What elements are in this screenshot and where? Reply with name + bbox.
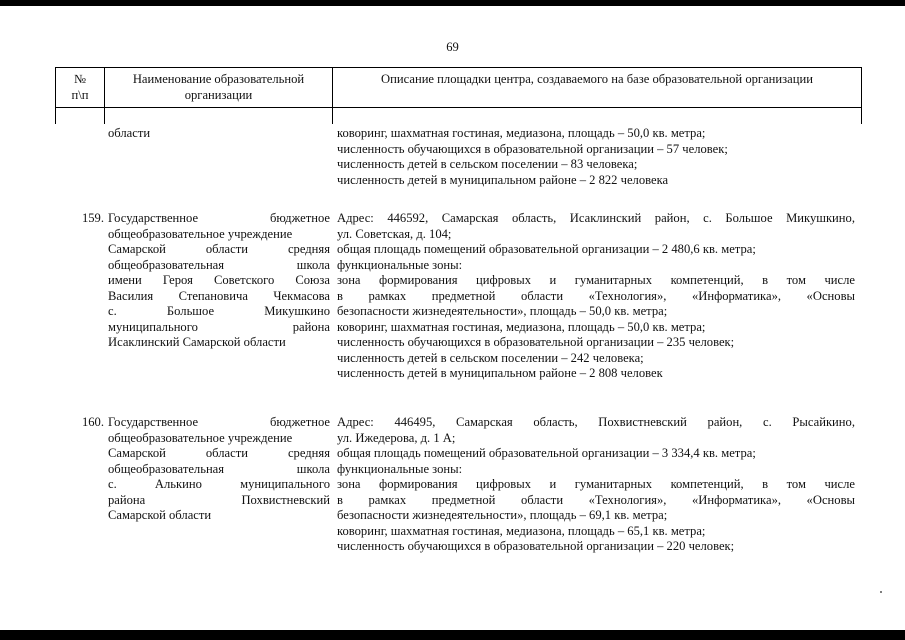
scan-speck <box>880 591 882 593</box>
description-line: ул. Ижедерова, д. 1 А; <box>337 430 456 445</box>
organization-line: Исаклинский Самарской области <box>108 335 286 349</box>
description-line: функциональные зоны: <box>337 257 463 272</box>
organization-line: Государственное бюджетное <box>108 415 330 429</box>
description-line: численность обучающихся в образовательной организации – 235 человек; <box>337 335 735 349</box>
organization-line: с. Алькино муниципального <box>108 477 330 491</box>
description-cell <box>337 415 855 555</box>
header-number-line: № <box>73 72 87 86</box>
description-line: в рамках предметной области «Технология», «Информатика», «Основы <box>337 492 855 507</box>
organization-cell <box>108 211 330 351</box>
description-line: Адрес: 446592, Самарская область, Исаклинский район, с. Большое Микушкино, <box>337 211 855 225</box>
description-line: коворинг, шахматная гостиная, медиазона, площадь – 50,0 кв. метра; <box>337 319 706 334</box>
organization-line: области <box>108 126 151 140</box>
description-cell <box>337 126 855 188</box>
organization-cell <box>108 126 330 142</box>
column-divider-right <box>861 67 862 124</box>
header-number-column <box>56 71 104 103</box>
header-number-line: п\п <box>71 88 89 102</box>
description-line: функциональные зоны: <box>337 461 463 476</box>
organization-cell <box>108 415 330 524</box>
description-line: численность детей в сельском поселении – 242 человека; <box>337 350 644 365</box>
organization-line: общеобразовательное учреждение <box>108 430 293 445</box>
description-line: ул. Советская, д. 104; <box>337 226 452 241</box>
description-line: коворинг, шахматная гостиная, медиазона, площадь – 50,0 кв. метра; <box>337 126 706 140</box>
description-cell <box>337 211 855 382</box>
row-number: 160. <box>81 415 104 429</box>
description-line: численность обучающихся в образовательной организации – 57 человек; <box>337 141 728 156</box>
organization-line: Самарской области средняя <box>108 242 330 256</box>
description-line: безопасности жизнедеятельности», площадь – 69,1 кв. метра; <box>337 508 668 522</box>
header-description-line: Описание площадки центра, создаваемого на базе образовательной организации <box>381 72 813 86</box>
description-line: общая площадь помещений образовательной организации – 3 334,4 кв. метра; <box>337 446 756 460</box>
header-organization-line: Наименование образовательной <box>132 72 305 86</box>
description-line: численность обучающихся в образовательной организации – 220 человек; <box>337 539 735 553</box>
organization-line: района Похвистневский <box>108 492 330 507</box>
organization-line: Самарской области средняя <box>108 446 330 460</box>
description-line: Адрес: 446495, Самарская область, Похвистневский район, с. Рысайкино, <box>337 415 855 429</box>
organization-line: Василия Степановича Чекмасова <box>108 288 330 303</box>
organization-line: общеобразовательное учреждение <box>108 226 293 241</box>
header-organization-column <box>105 71 332 103</box>
description-line: зона формирования цифровых и гуманитарных компетенций, в том числе <box>337 273 855 287</box>
description-line: численность детей в сельском поселении – 83 человека; <box>337 157 638 171</box>
description-line: в рамках предметной области «Технология», «Информатика», «Основы <box>337 288 855 303</box>
description-line: численность детей в муниципальном районе – 2 808 человек <box>337 366 663 380</box>
description-line: численность детей в муниципальном районе – 2 822 человека <box>337 172 669 187</box>
header-bottom-border <box>55 107 862 108</box>
organization-line: Самарской области <box>108 508 212 522</box>
header-description-column <box>333 71 861 87</box>
description-line: коворинг, шахматная гостиная, медиазона, площадь – 65,1 кв. метра; <box>337 523 706 538</box>
organization-line: общеобразовательная школа <box>108 461 330 476</box>
row-number: 159. <box>81 211 104 225</box>
scan-border-top <box>0 0 905 6</box>
organization-line: имени Героя Советского Союза <box>108 273 330 287</box>
header-organization-line: организации <box>184 88 253 102</box>
scan-border-bottom <box>0 630 905 640</box>
organization-line: с. Большое Микушкино <box>108 304 330 318</box>
organization-line: муниципального района <box>108 319 330 334</box>
organization-line: общеобразовательная школа <box>108 257 330 272</box>
description-line: зона формирования цифровых и гуманитарных компетенций, в том числе <box>337 477 855 491</box>
description-line: общая площадь помещений образовательной организации – 2 480,6 кв. метра; <box>337 242 756 256</box>
organization-line: Государственное бюджетное <box>108 211 330 225</box>
header-top-border <box>55 67 862 68</box>
description-line: безопасности жизнедеятельности», площадь – 50,0 кв. метра; <box>337 304 668 318</box>
page-number: 69 <box>446 40 459 54</box>
